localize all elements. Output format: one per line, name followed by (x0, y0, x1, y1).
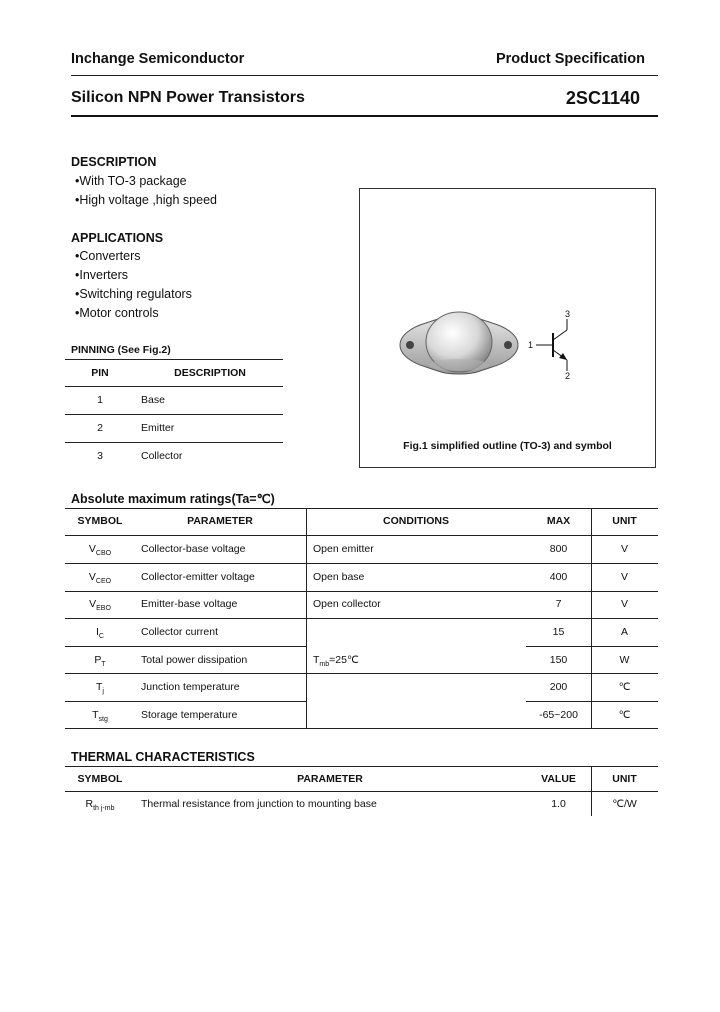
parameter-cell: Thermal resistance from junction to mounting base (141, 798, 377, 810)
symbol-pin-label: 3 (565, 309, 571, 319)
unit-cell: A (620, 626, 628, 638)
thermal-rule (65, 791, 658, 792)
abs-max-header-unit: UNIT (612, 515, 637, 527)
max-cell: 15 (552, 626, 565, 638)
abs-max-header-conditions: CONDITIONS (383, 515, 449, 527)
symbol-cell: $R_{th j-mb}$ (85, 798, 115, 813)
unit-cell: ℃ (618, 709, 631, 721)
title-divider (71, 115, 658, 117)
description-item: •With TO-3 package (75, 174, 187, 188)
max-cell: -65~200 (539, 709, 578, 721)
symbol-cell: $V_{CEO}$ (88, 571, 112, 586)
symbol-cell: $T_j$ (96, 681, 104, 696)
abs-max-rule (65, 535, 658, 536)
abs-max-header-max: MAX (546, 515, 571, 527)
max-cell: 7 (555, 598, 562, 610)
symbol-cell: $T_{stg}$ (92, 709, 108, 724)
description-item: •High voltage ,high speed (75, 193, 217, 207)
application-item: •Switching regulators (75, 287, 192, 301)
pinning-header-pin: PIN (91, 367, 109, 379)
unit-cell: W (619, 654, 630, 666)
max-cell: 200 (549, 681, 568, 693)
to3-package-figure (360, 189, 655, 467)
thermal-header-symbol: SYMBOL (77, 773, 123, 785)
parameter-cell: Total power dissipation (141, 654, 248, 666)
company-name: Inchange Semiconductor (71, 51, 245, 67)
parameter-cell: Storage temperature (141, 709, 238, 721)
abs-max-header-symbol: SYMBOL (77, 515, 123, 527)
abs-max-header-parameter: PARAMETER (187, 515, 253, 527)
pinning-rule (65, 414, 283, 415)
pin-description: Collector (141, 450, 183, 462)
application-item: •Converters (75, 249, 141, 263)
condition-cell: $T_{mb}=25℃$ (313, 654, 359, 669)
pin-description: Emitter (141, 422, 175, 434)
abs-max-rule (65, 508, 658, 509)
condition-cell: Open emitter (313, 543, 374, 555)
parameter-cell: Collector-emitter voltage (141, 571, 255, 583)
pinning-header-description: DESCRIPTION (174, 367, 246, 379)
max-cell: 400 (549, 571, 568, 583)
pinning-rule (65, 359, 283, 360)
unit-cell: ℃/W (612, 798, 637, 810)
abs-max-rule (526, 701, 658, 702)
parameter-cell: Collector-base voltage (141, 543, 246, 555)
thermal-header-parameter: PARAMETER (297, 773, 363, 785)
pinning-rule (65, 386, 283, 387)
thermal-header-value: VALUE (541, 773, 576, 785)
parameter-cell: Collector current (141, 626, 219, 638)
symbol-cell: $I_C$ (96, 626, 104, 641)
parameter-cell: Junction temperature (141, 681, 240, 693)
abs-max-rule (65, 673, 658, 674)
abs-max-rule (65, 563, 658, 564)
application-item: •Motor controls (75, 306, 159, 320)
figure-caption: Fig.1 simplified outline (TO-3) and symbol (403, 440, 612, 452)
document-type: Product Specification (495, 51, 645, 67)
thermal-title: THERMAL CHARACTERISTICS (71, 750, 255, 764)
condition-cell: Open collector (313, 598, 381, 610)
abs-max-rule (65, 591, 658, 592)
application-item: •Inverters (75, 268, 129, 282)
max-cell: 800 (549, 543, 568, 555)
pin-description: Base (141, 394, 165, 406)
condition-cell: Open base (313, 571, 365, 583)
symbol-cell: $P_T$ (94, 654, 106, 669)
abs-max-rule (65, 701, 306, 702)
product-title: Silicon NPN Power Transistors (71, 89, 305, 106)
description-title: DESCRIPTION (71, 155, 157, 169)
abs-max-title: Absolute maximum ratings(Ta=℃) (71, 492, 275, 506)
symbol-cell: $V_{CBO}$ (88, 543, 112, 558)
pin-number: 2 (97, 422, 103, 434)
pin-number: 3 (97, 450, 103, 462)
part-number: 2SC1140 (565, 88, 640, 108)
unit-cell: V (620, 571, 628, 583)
abs-max-rule (65, 728, 658, 729)
applications-title: APPLICATIONS (71, 231, 164, 245)
abs-max-rule (65, 618, 658, 619)
parameter-cell: Emitter-base voltage (141, 598, 238, 610)
thermal-rule (65, 766, 658, 767)
figure-box (359, 188, 656, 468)
symbol-pin-label: 2 (565, 371, 571, 381)
max-cell: 150 (549, 654, 568, 666)
pinning-rule (65, 442, 283, 443)
thermal-header-unit: UNIT (612, 773, 637, 785)
unit-cell: V (620, 598, 628, 610)
unit-cell: V (620, 543, 628, 555)
abs-max-rule (526, 646, 658, 647)
pinning-title: PINNING (See Fig.2) (71, 344, 171, 356)
symbol-pin-label: 1 (528, 340, 534, 350)
value-cell: 1.0 (551, 798, 566, 810)
symbol-cell: $V_{EBO}$ (89, 598, 111, 613)
pin-number: 1 (97, 394, 103, 406)
unit-cell: ℃ (618, 681, 631, 693)
abs-max-rule (65, 646, 306, 647)
header-divider (71, 75, 658, 76)
